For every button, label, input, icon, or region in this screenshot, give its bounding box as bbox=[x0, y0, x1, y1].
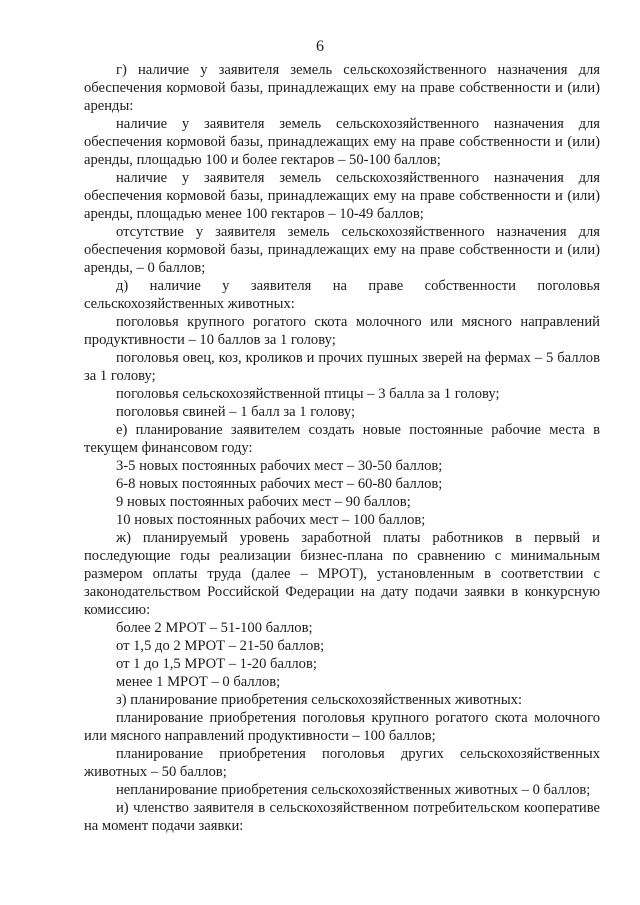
paragraph: д) наличие у заявителя на праве собственности поголовья сельскохозяйственных животных: bbox=[84, 278, 600, 312]
list-item: 9 новых постоянных рабочих мест – 90 баллов; bbox=[116, 494, 411, 510]
paragraph: непланирование приобретения сельскохозяйственных животных – 0 баллов; bbox=[116, 782, 591, 798]
list-item: поголовья свиней – 1 балл за 1 голову; bbox=[116, 404, 356, 420]
paragraph: г) наличие у заявителя земель сельскохозяйственного назначения для обеспечения кормовой базы, принадлежащих ему на праве собственности и (или) аренды: bbox=[84, 62, 600, 114]
document-body bbox=[84, 61, 600, 835]
list-item: з) планирование приобретения сельскохозяйственных животных: bbox=[116, 692, 523, 708]
paragraph: е) планирование заявителем создать новые постоянные рабочие места в текущем финансовом году: bbox=[84, 422, 600, 456]
list-item: менее 1 МРОТ – 0 баллов; bbox=[116, 674, 281, 690]
list-item: 10 новых постоянных рабочих мест – 100 баллов; bbox=[116, 512, 426, 528]
paragraph: и) членство заявителя в сельскохозяйственном потребительском кооперативе на момент подачи заявки: bbox=[84, 800, 600, 834]
paragraph: планирование приобретения поголовья крупного рогатого скота молочного или мясного направлений продуктивности – 100 баллов; bbox=[84, 710, 600, 744]
list-item: от 1,5 до 2 МРОТ – 21-50 баллов; bbox=[116, 638, 325, 654]
paragraph: поголовья овец, коз, кроликов и прочих пушных зверей на фермах – 5 баллов за 1 голову; bbox=[84, 350, 600, 384]
list-item: 6-8 новых постоянных рабочих мест – 60-80 баллов; bbox=[116, 476, 443, 492]
paragraph: поголовья крупного рогатого скота молочного или мясного направлений продуктивности – 10 баллов за 1 голову; bbox=[84, 314, 600, 348]
list-item: поголовья сельскохозяйственной птицы – 3 балла за 1 голову; bbox=[116, 386, 500, 402]
page-number: 6 bbox=[316, 38, 324, 55]
paragraph: наличие у заявителя земель сельскохозяйственного назначения для обеспечения кормовой базы, принадлежащих ему на праве собственности и (или) аренды, площадью менее 100 гектаров – 10-49 баллов; bbox=[84, 170, 600, 222]
list-item: от 1 до 1,5 МРОТ – 1-20 баллов; bbox=[116, 656, 317, 672]
list-item: 3-5 новых постоянных рабочих мест – 30-50 баллов; bbox=[116, 458, 443, 474]
list-item: более 2 МРОТ – 51-100 баллов; bbox=[116, 620, 313, 636]
paragraph: планирование приобретения поголовья других сельскохозяйственных животных – 50 баллов; bbox=[84, 746, 600, 780]
paragraph: ж) планируемый уровень заработной платы работников в первый и последующие годы реализации бизнес-плана по сравнению с минимальным размером оплаты труда (далее – МРОТ), установленным в соответствии с законодательством Российской Федерации на дату подачи заявки в конкурсную комиссию: bbox=[84, 530, 600, 618]
paragraph: наличие у заявителя земель сельскохозяйственного назначения для обеспечения кормовой базы, принадлежащих ему на праве собственности и (или) аренды, площадью 100 и более гектаров – 50-100 баллов; bbox=[84, 116, 600, 168]
paragraph: отсутствие у заявителя земель сельскохозяйственного назначения для обеспечения кормовой базы, принадлежащих ему на праве собственности и (или) аренды, – 0 баллов; bbox=[84, 224, 600, 276]
